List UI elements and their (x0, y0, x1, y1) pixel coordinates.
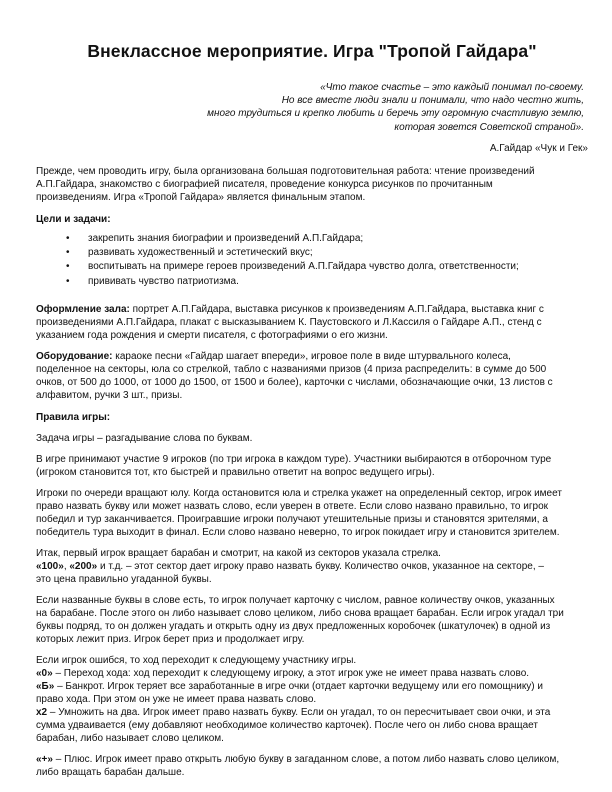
goals-list (36, 232, 588, 289)
goals-list-item: • развивать художественный и эстетический вкус; (66, 246, 588, 260)
epigraph (36, 81, 588, 134)
epigraph-attribution: А.Гайдар «Чук и Гек» (489, 142, 588, 154)
sector-100-label: «100» (36, 561, 64, 572)
sector-bankrupt-label: «Б» (36, 681, 55, 692)
rules-paragraph: В игре принимают участие 9 игроков (по три игрока в каждом туре). Участники выбираются в отборочном туре (игроком становится тот, кто быстрей и правильно ответит на вопрос ведущего игры). (36, 454, 552, 478)
decor-paragraph (36, 303, 588, 342)
sector-zero-label: «0» (36, 668, 53, 679)
equipment-label: Оборудование: (36, 351, 113, 362)
rules-paragraph: Итак, первый игрок вращает барабан и смотрит, на какой из секторов указала стрелка. «100», «200» и т.д. – этот сектор дает игроку право назвать букву. Количество очков, указанное на секторе, – это цена правильно угаданной буквы. (36, 548, 544, 585)
intro-paragraph (36, 165, 588, 204)
sector-x2-label: х2 (36, 707, 48, 718)
equipment-paragraph (36, 350, 588, 402)
decor-line: указанием года рождения и смерти писателя, с фотографиями о его жизни. (36, 330, 388, 341)
rules-heading: Правила игры: (36, 412, 111, 423)
rules-plus-paragraph: «+» – Плюс. Игрок имеет право открыть любую букву в загаданном слове, а потом либо назвать слово целиком, либо вращать барабан дальше. (36, 754, 560, 778)
epigraph-line: «Что такое счастье – это каждый понимал по-своему. (320, 82, 584, 93)
epigraph-line: которая зовется Советской страной». (394, 121, 584, 133)
decor-label: Оформление зала: (36, 304, 130, 315)
epigraph-line: много трудиться и крепко любить и беречь эту огромную счастливую землю, (207, 108, 584, 120)
intro-line: А.П.Гайдара, знакомство с биографией писателя, проведение конкурса рисунков по прочитанным (36, 178, 493, 190)
rules-task: Задача игры – разгадывание слова по буквам. (36, 433, 253, 444)
equipment-line: очков, от 500 до 1000, от 1000 до 1500, от 1500 и более), карточки с числами, обозначающие очки, 13 листов с (36, 377, 553, 388)
decor-line: портрет А.П.Гайдара, выставка рисунков к произведениям А.П.Гайдара, выставка книг с (129, 304, 544, 315)
goals-list-item: • прививать чувство патриотизма. (66, 275, 588, 289)
equipment-line: поделенное на секторы, юла со стрелкой, табло с названиями призов (4 приза распределить: в сумме до 500 (36, 364, 547, 375)
intro-line: Прежде, чем проводить игру, была организована большая подготовительная работа: чтение произведений (36, 165, 535, 177)
equipment-line: алфавитом, ручки 3 шт., призы. (36, 390, 183, 401)
sector-plus-label: «+» (36, 754, 53, 765)
intro-line: произведениям. Игра «Тропой Гайдара» является финальным этапом. (36, 191, 366, 203)
rules-paragraph: Игроки по очереди вращают юлу. Когда остановится юла и стрелка укажет на определенный сектор, игрок имеет право назвать букву или может назвать слово, если уверен в ответе. Если слово названо правильно, то игрок победил и тур заканчивается. Проигравшие игроки получают утешительные призы и становятся зрителями, а победитель тура выходит в финал. Если слово названо неверно, то игрок покидает игру и становится зрителем. (36, 488, 562, 538)
goals-list-item: • закрепить знания биографии и произведений А.П.Гайдара; (66, 232, 588, 246)
epigraph-line: Но все вместе люди знали и понимали, что надо честно жить, (281, 95, 584, 107)
equipment-line: караоке песни «Гайдар шагает впереди», игровое поле в виде штурвального колеса, (112, 351, 511, 362)
goals-list-item: • воспитывать на примере героев произведений А.П.Гайдара чувство долга, ответственности; (66, 260, 588, 274)
sector-200-label: «200» (69, 561, 98, 572)
rules-sectors-paragraph: Если игрок ошибся, то ход переходит к следующему участнику игры. «0» – Переход хода: ход переходит к следующему игроку, а этот игрок уже не имеет права назвать слово. «Б» – Банкрот. Игрок теряет все заработанные в игре очки (отдает карточки ведущему или его помощнику) и право хода. При этом он уже не имеет права назвать слово. х2 – Умножить на два. Игрок имеет право назвать букву. Если он угадал, то он пересчитывает свои очки, и эта сумма удваивается (ему добавляют необходимое количество карточек). После чего он либо снова вращает барабан, либо называет слово целиком. (36, 655, 551, 744)
decor-line: произведениями А.П.Гайдара, плакат с высказыванием К. Паустовского и Л.Кассиля о Гайдаре А.П., стенд с (36, 317, 542, 328)
document-title: Внеклассное мероприятие. Игра "Тропой Гайдара" (87, 41, 537, 61)
rules-paragraph: Если названные буквы в слове есть, то игрок получает карточку с числом, равное количеству очков, указанных на барабане. После этого он либо называет слово целиком, либо снова вращает барабан. Если игрок угадал три буквы подряд, то он должен угадать и открыть одну из двух предложенных коробочек (шкатулочек) в одной из которых лежит приз. Игрок берет приз и продолжает игру. (36, 595, 564, 645)
goals-heading: Цели и задачи: (36, 213, 111, 225)
